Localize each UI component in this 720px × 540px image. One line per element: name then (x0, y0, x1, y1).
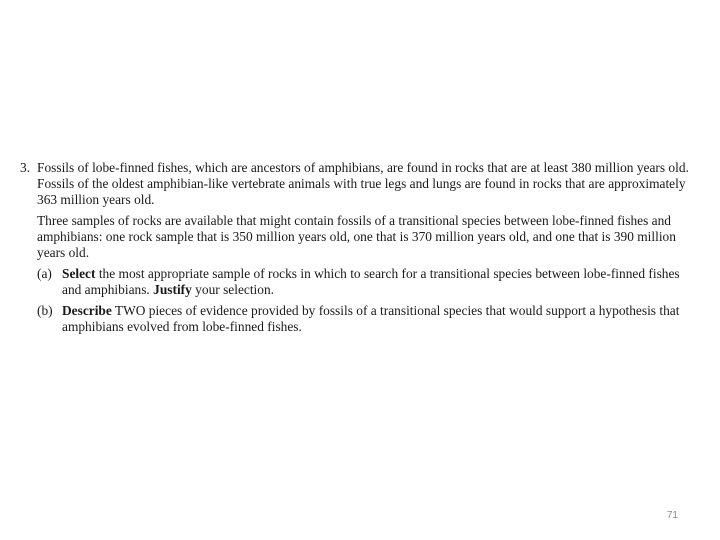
part-b-keyword-describe: Describe (62, 303, 112, 318)
part-b-label: (b) (37, 303, 53, 318)
part-a-label: (a) (37, 266, 52, 281)
part-a-text (62, 266, 700, 298)
question-paragraph-1: Fossils of lobe-finned fishes, which are ancestors of amphibians, are found in rocks that are at least 380 million years old. Fossils of the oldest amphibian-like vertebrate animals with true legs and lungs are found in rocks that are approximately 363 million years old. (37, 160, 689, 207)
question-paragraph-2: Three samples of rocks are available that might contain fossils of a transitional species between lobe-finned fishes and amphibians: one rock sample that is 350 million years old, one that is 370 million years old, and one that is 390 million years old. (37, 213, 676, 260)
part-b-text (62, 303, 700, 335)
question-number: 3. (20, 160, 31, 175)
question-body (37, 160, 700, 340)
question-row (20, 160, 700, 340)
part-a (37, 266, 700, 298)
page-number: 71 (666, 510, 678, 521)
question-3 (20, 160, 700, 340)
part-b-text-1: TWO pieces of evidence provided by fossils of a transitional species that would support a hypothesis that amphibians evolved from lobe-finned fishes. (62, 303, 680, 334)
part-a-keyword-select: Select (62, 266, 96, 281)
part-a-text-1: the most appropriate sample of rocks in which to search for a transitional species between lobe-finned fishes and amphibians. (62, 266, 680, 297)
part-a-text-2: your selection. (191, 282, 275, 297)
part-b (37, 303, 700, 335)
part-a-keyword-justify: Justify (153, 282, 192, 297)
